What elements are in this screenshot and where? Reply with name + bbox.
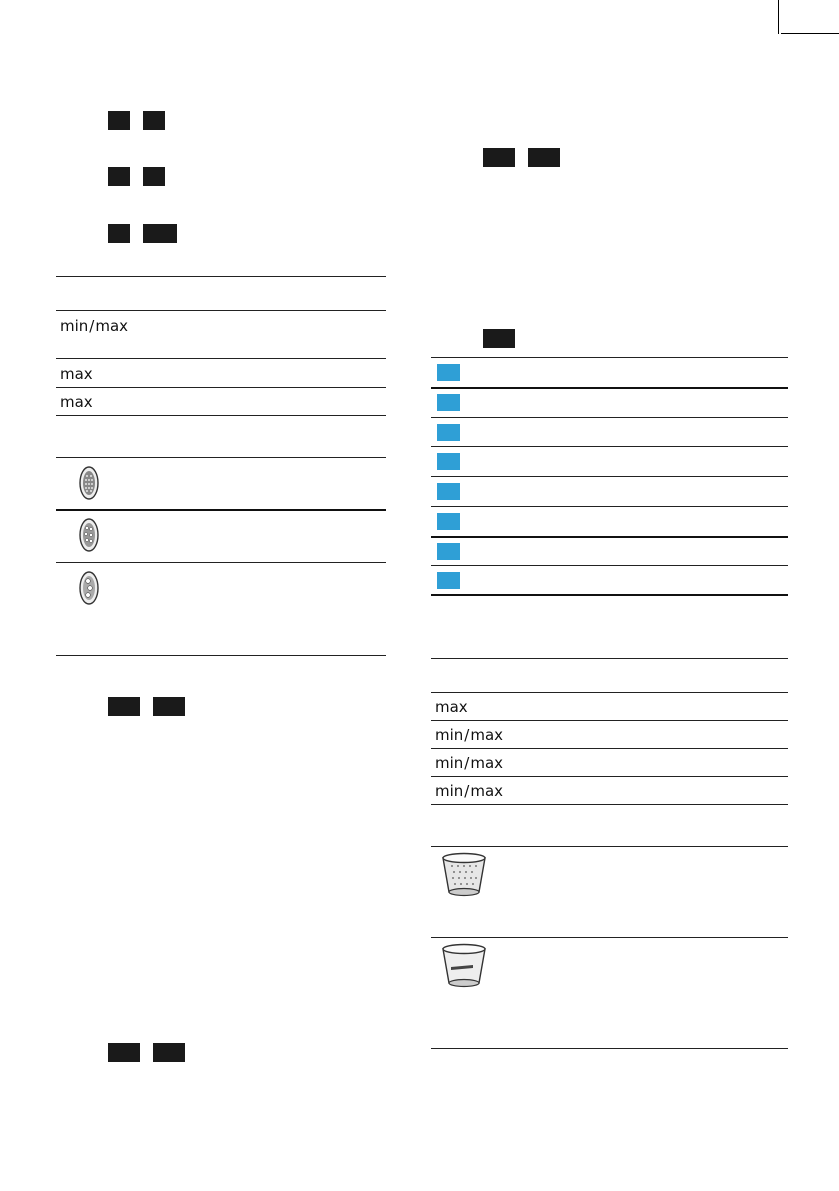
key-icon [143, 167, 165, 186]
table-rule [431, 506, 788, 507]
table-rule [56, 358, 386, 359]
table-rule [431, 776, 788, 777]
table-rule [431, 536, 788, 538]
max-label: max [60, 393, 93, 411]
table-rule [431, 937, 788, 938]
table-rule [431, 417, 788, 418]
step-marker [437, 364, 460, 381]
table-rule [56, 310, 386, 311]
slash: / [464, 726, 470, 744]
max-label: max [95, 317, 129, 335]
min-label: min [60, 317, 89, 335]
max-label: max [470, 726, 504, 744]
table-rule [431, 565, 788, 566]
max-label: max [470, 754, 504, 772]
setting-label [435, 726, 503, 744]
slash: / [464, 782, 470, 800]
slicing-drum-icon [437, 943, 493, 993]
setting-label [435, 782, 503, 800]
key-icon [143, 111, 165, 130]
table-rule [431, 846, 788, 847]
max-label: max [60, 365, 93, 383]
table-rule [431, 357, 788, 358]
grating-drum-icon [437, 852, 493, 902]
table-rule [56, 655, 386, 656]
key-icon [153, 1043, 185, 1062]
key-icon [483, 329, 515, 348]
key-icon [108, 167, 130, 186]
table-rule [56, 387, 386, 388]
setting-label [435, 754, 503, 772]
step-marker [437, 394, 460, 411]
coarse-perforated-disc-icon [78, 569, 100, 607]
max-label: max [470, 782, 504, 800]
slash: / [89, 317, 95, 335]
setting-label [60, 317, 128, 335]
table-rule [56, 457, 386, 458]
table-rule [431, 594, 788, 596]
key-icon [143, 224, 177, 243]
min-label: min [435, 726, 464, 744]
table-rule [431, 804, 788, 805]
max-label: max [435, 698, 468, 716]
table-rule [56, 276, 386, 277]
setting-label [60, 365, 93, 383]
setting-label [435, 698, 468, 716]
key-icon [108, 1043, 140, 1062]
table-rule [431, 692, 788, 693]
table-rule [431, 748, 788, 749]
key-icon [108, 111, 130, 130]
table-rule [56, 415, 386, 416]
min-label: min [435, 782, 464, 800]
table-rule [431, 387, 788, 389]
key-icon [108, 224, 130, 243]
table-rule [56, 509, 386, 511]
key-icon [153, 697, 185, 716]
table-rule [431, 1048, 788, 1049]
step-marker [437, 572, 460, 589]
key-icon [108, 697, 140, 716]
key-icon [483, 148, 515, 167]
step-marker [437, 513, 460, 530]
step-marker [437, 453, 460, 470]
setting-label [60, 393, 93, 411]
key-icon [528, 148, 560, 167]
slash: / [464, 754, 470, 772]
fine-perforated-disc-icon [78, 464, 100, 502]
crop-mark-horizontal [781, 33, 839, 34]
step-marker [437, 424, 460, 441]
step-marker [437, 483, 460, 500]
table-rule [431, 720, 788, 721]
table-rule [431, 658, 788, 659]
step-marker [437, 543, 460, 560]
table-rule [431, 446, 788, 447]
table-rule [431, 476, 788, 477]
crop-mark-vertical [778, 0, 779, 34]
table-rule [56, 562, 386, 563]
medium-perforated-disc-icon [78, 516, 100, 554]
min-label: min [435, 754, 464, 772]
